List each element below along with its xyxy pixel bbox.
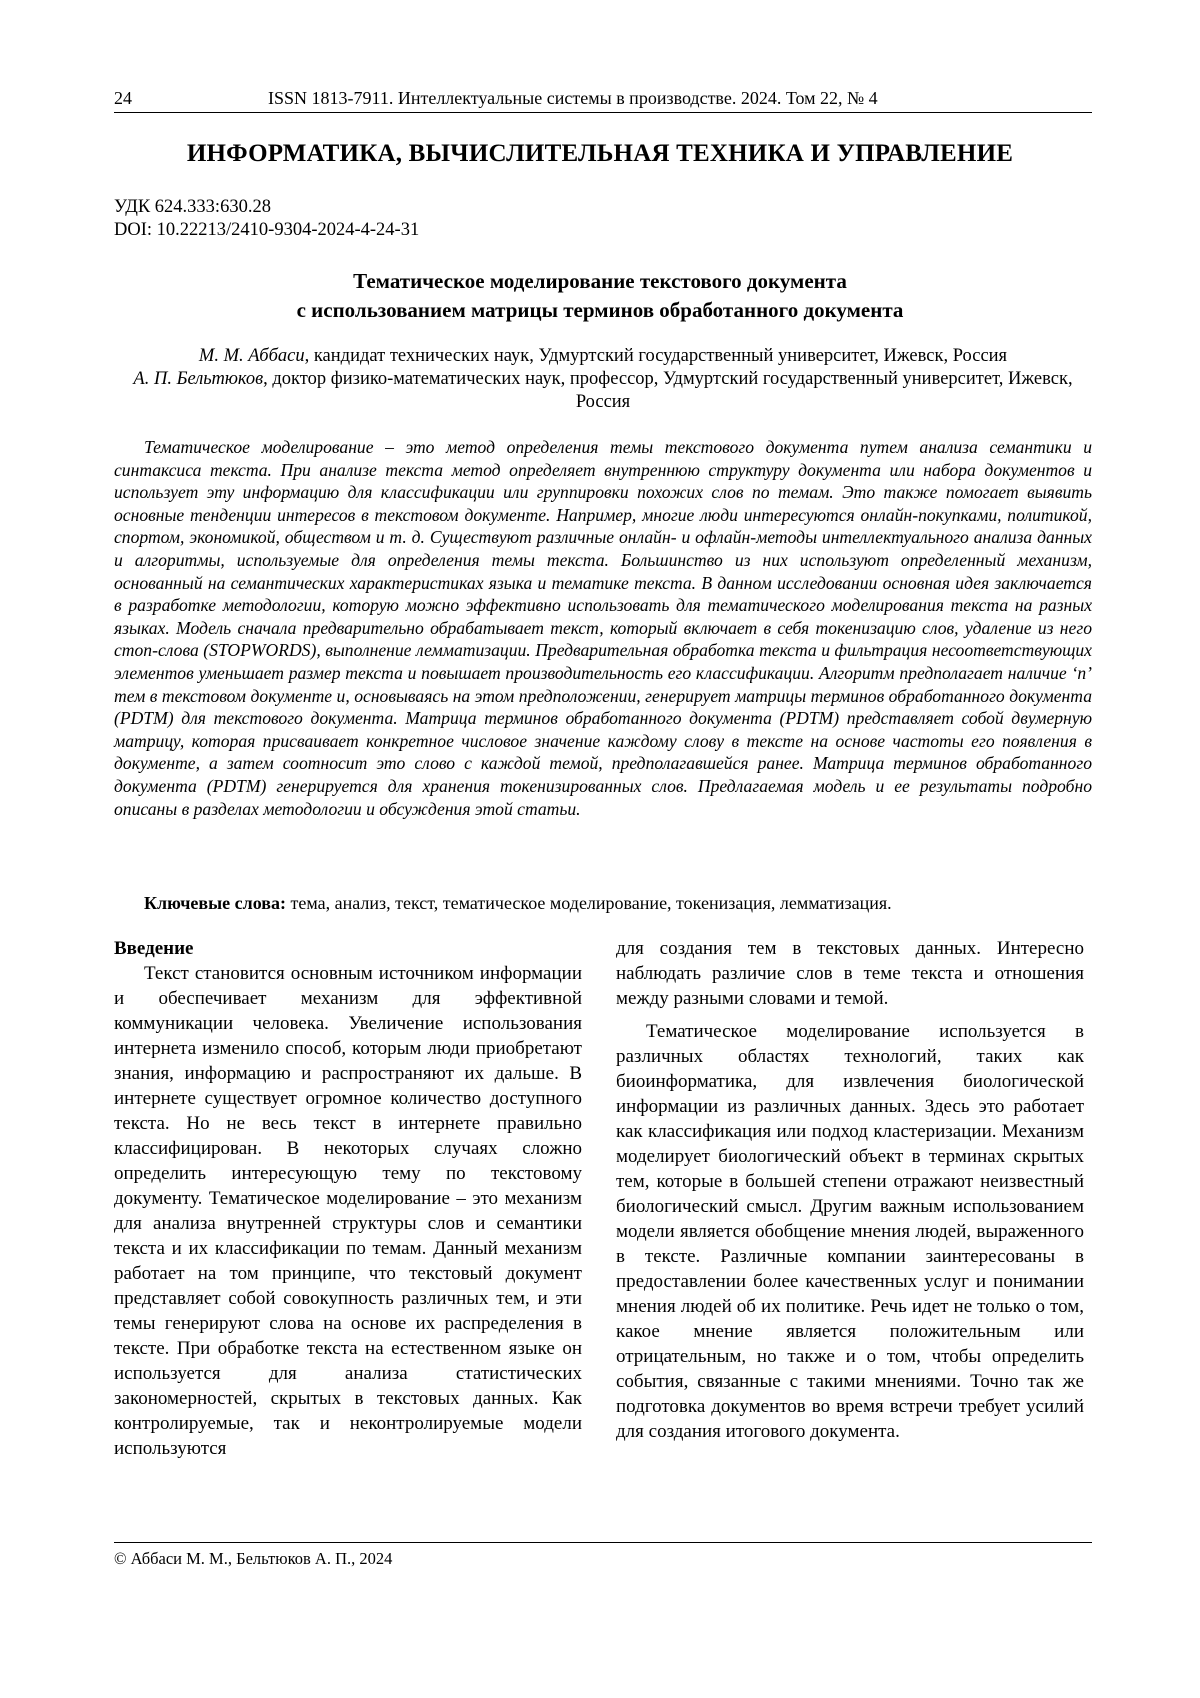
body-column-left xyxy=(114,936,582,1461)
doi: DOI: 10.22213/2410-9304-2024-4-24-31 xyxy=(114,220,420,240)
body-column-right xyxy=(616,936,1084,1444)
intro-heading: Введение xyxy=(114,938,194,959)
running-header xyxy=(114,86,1092,113)
intro-paragraph-1: Текст становится основным источником информации и обеспечивает механизм для эффективной коммуникации человека. Увеличение использования интернета изменило способ, которым люди приобретают знания, информацию и распространяют их дальше. В интернете существует огромное количество доступного текста. Но не весь текст в интернете правильно классифицирован. В некоторых случаях сложно определить интересующую тему по текстовому документу. Тематическое моделирование – это механизм для анализа внутренней структуры слов и семантики текста и их классификации по темам. Данный механизм работает на том принципе, что текстовый документ представляет собой совокупность различных тем, и эти темы генерируют слова на основе их распределения в тексте. При обработке текста на естественном языке он используется для анализа статистических закономерностей, скрытых в текстовых данных. Как контролируемые, так и неконтролируемые модели используются xyxy=(114,963,582,1459)
authors-block xyxy=(114,345,1092,414)
author-2 xyxy=(114,368,1092,414)
article-identifiers xyxy=(114,196,419,242)
article-title-line-1: Тематическое моделирование текстового документа xyxy=(353,269,847,293)
journal-citation: ISSN 1813-7911. Интеллектуальные системы в производстве. 2024. Том 22, № 4 xyxy=(268,88,878,108)
author-2-affiliation: , доктор физико-математических наук, профессор, Удмуртский государственный университет, Ижевск, Россия xyxy=(263,369,1073,412)
keywords-list: тема, анализ, текст, тематическое моделирование, токенизация, лемматизация. xyxy=(285,893,892,913)
author-1-affiliation: , кандидат технических наук, Удмуртский государственный университет, Ижевск, Россия xyxy=(304,346,1008,366)
keywords xyxy=(144,893,1092,914)
copyright-footer: © Аббаси М. М., Бельтюков А. П., 2024 xyxy=(114,1542,1092,1569)
page-number: 24 xyxy=(114,88,132,108)
article-title-line-2: с использованием матрицы терминов обработанного документа xyxy=(296,298,904,322)
author-1 xyxy=(114,345,1092,368)
author-2-name: А. П. Бельтюков xyxy=(133,369,264,389)
udk-code: УДК 624.333:630.28 xyxy=(114,197,271,217)
section-title: ИНФОРМАТИКА, ВЫЧИСЛИТЕЛЬНАЯ ТЕХНИКА И УПРАВЛЕНИЕ xyxy=(186,140,1014,167)
intro-paragraph-2: Тематическое моделирование используется в различных областях технологий, таких как биоинформатика, для извлечения биологической информации из различных данных. Здесь это работает как классификация или подход кластеризации. Механизм моделирует биологический объект в терминах скрытых тем, которые в большей степени отражают неизвестный биологический смысл. Другим важным использованием модели является обобщение мнения людей, выраженного в тексте. Различные компании заинтересованы в предоставлении более качественных услуг и понимании мнения людей об их политике. Речь идет не только о том, какое мнение является положительным или отрицательным, но также и о том, чтобы определить события, связанные с такими мнениями. Точно так же подготовка документов во время встречи требует усилий для создания итогового документа. xyxy=(616,1021,1084,1442)
keywords-label: Ключевые слова: xyxy=(144,893,286,913)
article-title xyxy=(0,267,1200,325)
intro-paragraph-1-continued: для создания тем в текстовых данных. Интересно наблюдать различие слов в теме текста и отношения между разными словами и темой. xyxy=(616,938,1084,1009)
author-1-name: М. М. Аббаси xyxy=(198,346,305,366)
abstract: Тематическое моделирование – это метод определения темы текстового документа путем анализа семантики и синтаксиса текста. При анализе текста метод определяет внутреннюю структуру документа или набора документов и использует эту информацию для классификации или группировки похожих слов по темам. Это также помогает выявить основные тенденции интересов в текстовом документе. Например, многие люди интересуются онлайн-покупками, политикой, спортом, экономикой, обществом и т. д. Существуют различные онлайн- и офлайн-методы интеллектуального анализа данных и алгоритмы, используемые для определения темы текста. Большинство из них используют определенный механизм, основанный на семантических характеристиках языка и тематике текста. В данном исследовании основная идея заключается в разработке методологии, которую можно эффективно использовать для тематического моделирования текста на разных языках. Модель сначала предварительно обрабатывает текст, который включает в себя токенизацию слов, удаление из него стоп-слова (STOPWORDS), выполнение лемматизации. Предварительная обработка текста и фильтрация несоответствующих элементов уменьшает размер текста и повышает производительность его классификации. Алгоритм предполагает наличие ‘n’ тем в текстовом документе и, основываясь на этом предположении, генерирует матрицы терминов обработанного документа (PDTM) для текстового документа. Матрица терминов обработанного документа (PDTM) представляет собой двумерную матрицу, которая присваивает конкретное числовое значение каждому слову в тексте на основе частоты его появления в документе, а затем соотносит это слово с каждой темой, предполагавшейся ранее. Матрица терминов обработанного документа (PDTM) генерируется для хранения токенизированных слов. Предлагаемая модель и ее результаты подробно описаны в разделах методологии и обсуждения этой статьи. xyxy=(114,437,1092,819)
